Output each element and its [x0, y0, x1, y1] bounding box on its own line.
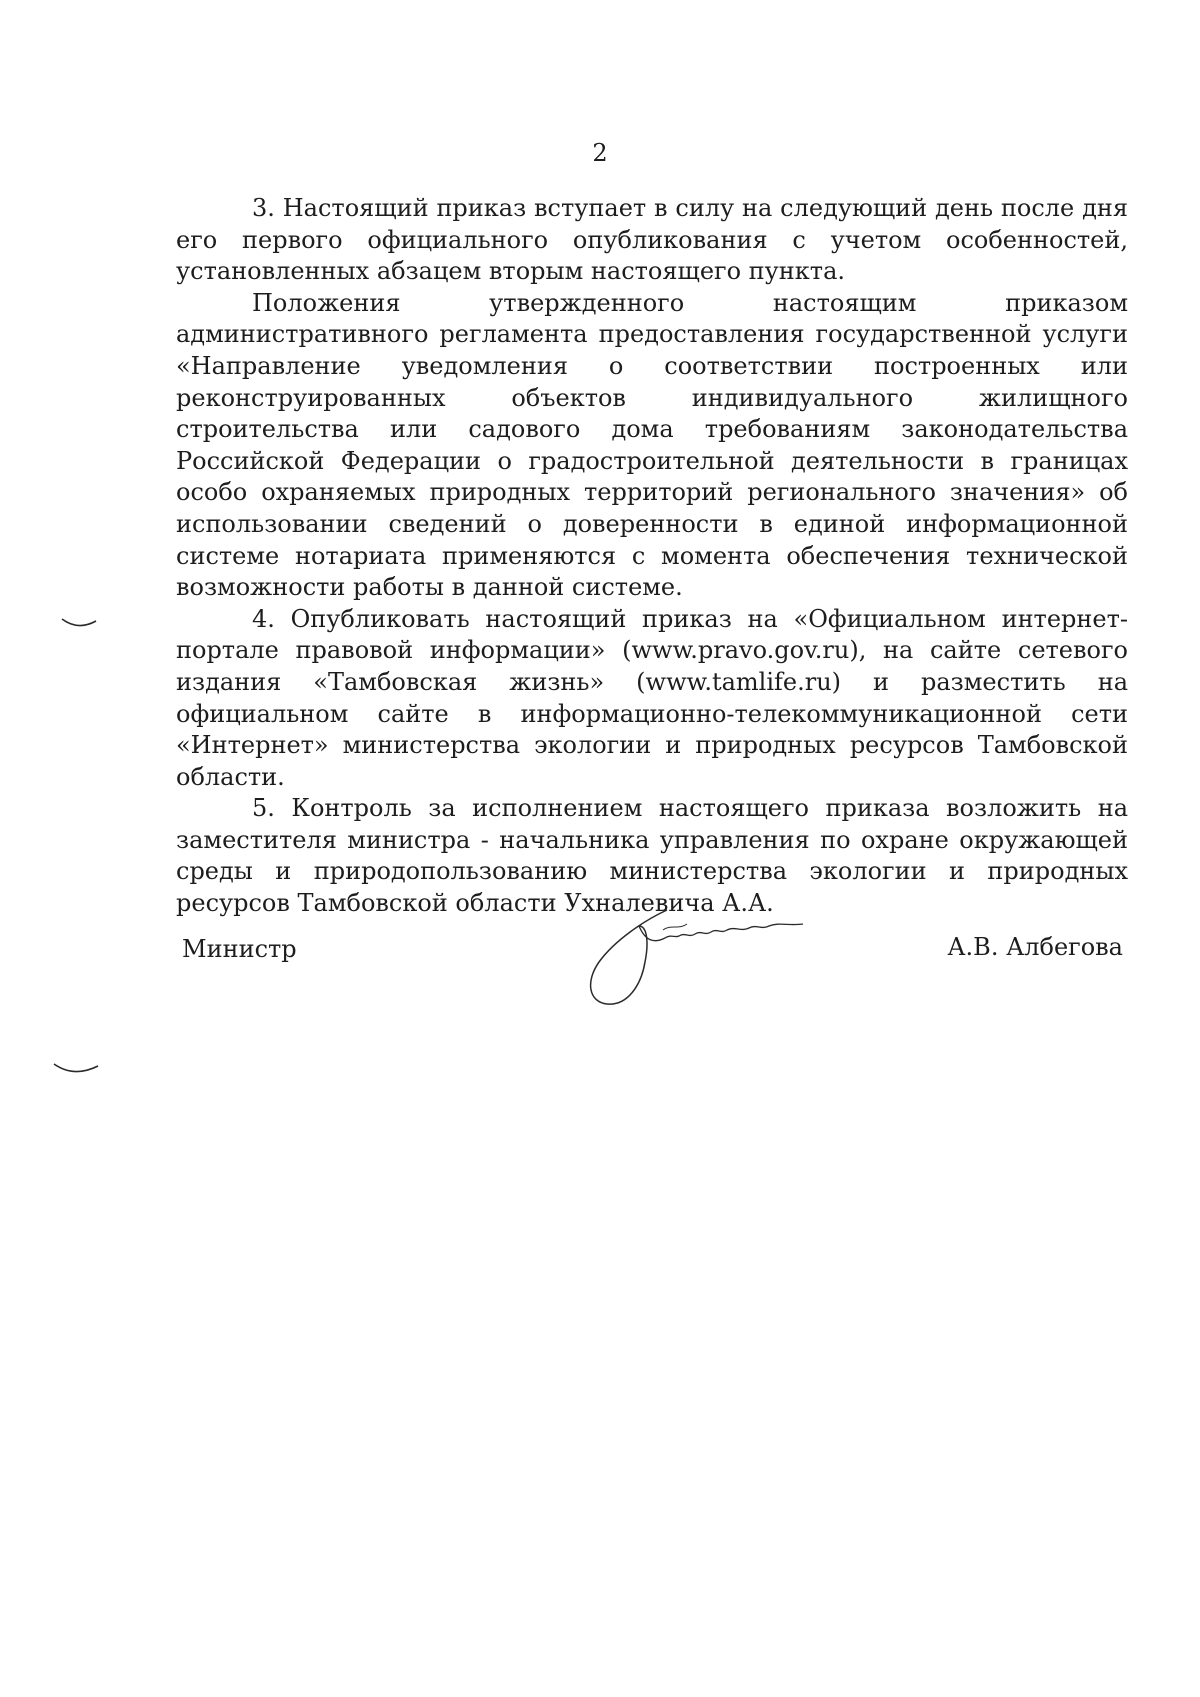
paragraph-5: 5. Контроль за исполнением настоящего приказа возложить на заместителя министра - начальника управления по охране окружающей среды и природопользованию министерства экологии и природных ресурсов Тамбовской области Ухналевича А.А.	[176, 794, 1128, 918]
signer-title: Министр	[182, 935, 297, 963]
scan-mark-upper	[60, 615, 100, 635]
signature-block	[0, 900, 1200, 1030]
paragraph-4: 4. Опубликовать настоящий приказ на «Официальном интернет-портале правовой информации» (www.pravo.gov.ru), на сайте сетевого издания «Тамбовская жизнь» (www.tamlife.ru) и разместить на официальном сайте в информационно-телекоммуникационной сети «Интернет» министерства экологии и природных ресурсов Тамбовской области.	[176, 604, 1128, 791]
signer-name: А.В. Албегова	[947, 933, 1123, 961]
document-body	[176, 193, 1128, 920]
scan-mark-lower	[52, 1060, 102, 1082]
paragraph-3: 3. Настоящий приказ вступает в силу на следующий день после дня его первого официального опубликования с учетом особенностей, установленных абзацем вторым настоящего пункта.	[176, 194, 1128, 286]
handwritten-signature	[575, 900, 845, 1020]
paragraph-3-note: Положения утвержденного настоящим приказом административного регламента предоставления государственной услуги «Направление уведомления о соответствии построенных или реконструированных объектов индивидуального жилищного строительства или садового дома требованиям законодательства Российской Федерации о градостроительной деятельности в границах особо охраняемых природных территорий регионального значения» об использовании сведений о доверенности в единой информационной системе нотариата применяются с момента обеспечения технической возможности работы в данной системе.	[176, 288, 1128, 602]
page-number: 2	[592, 139, 608, 167]
